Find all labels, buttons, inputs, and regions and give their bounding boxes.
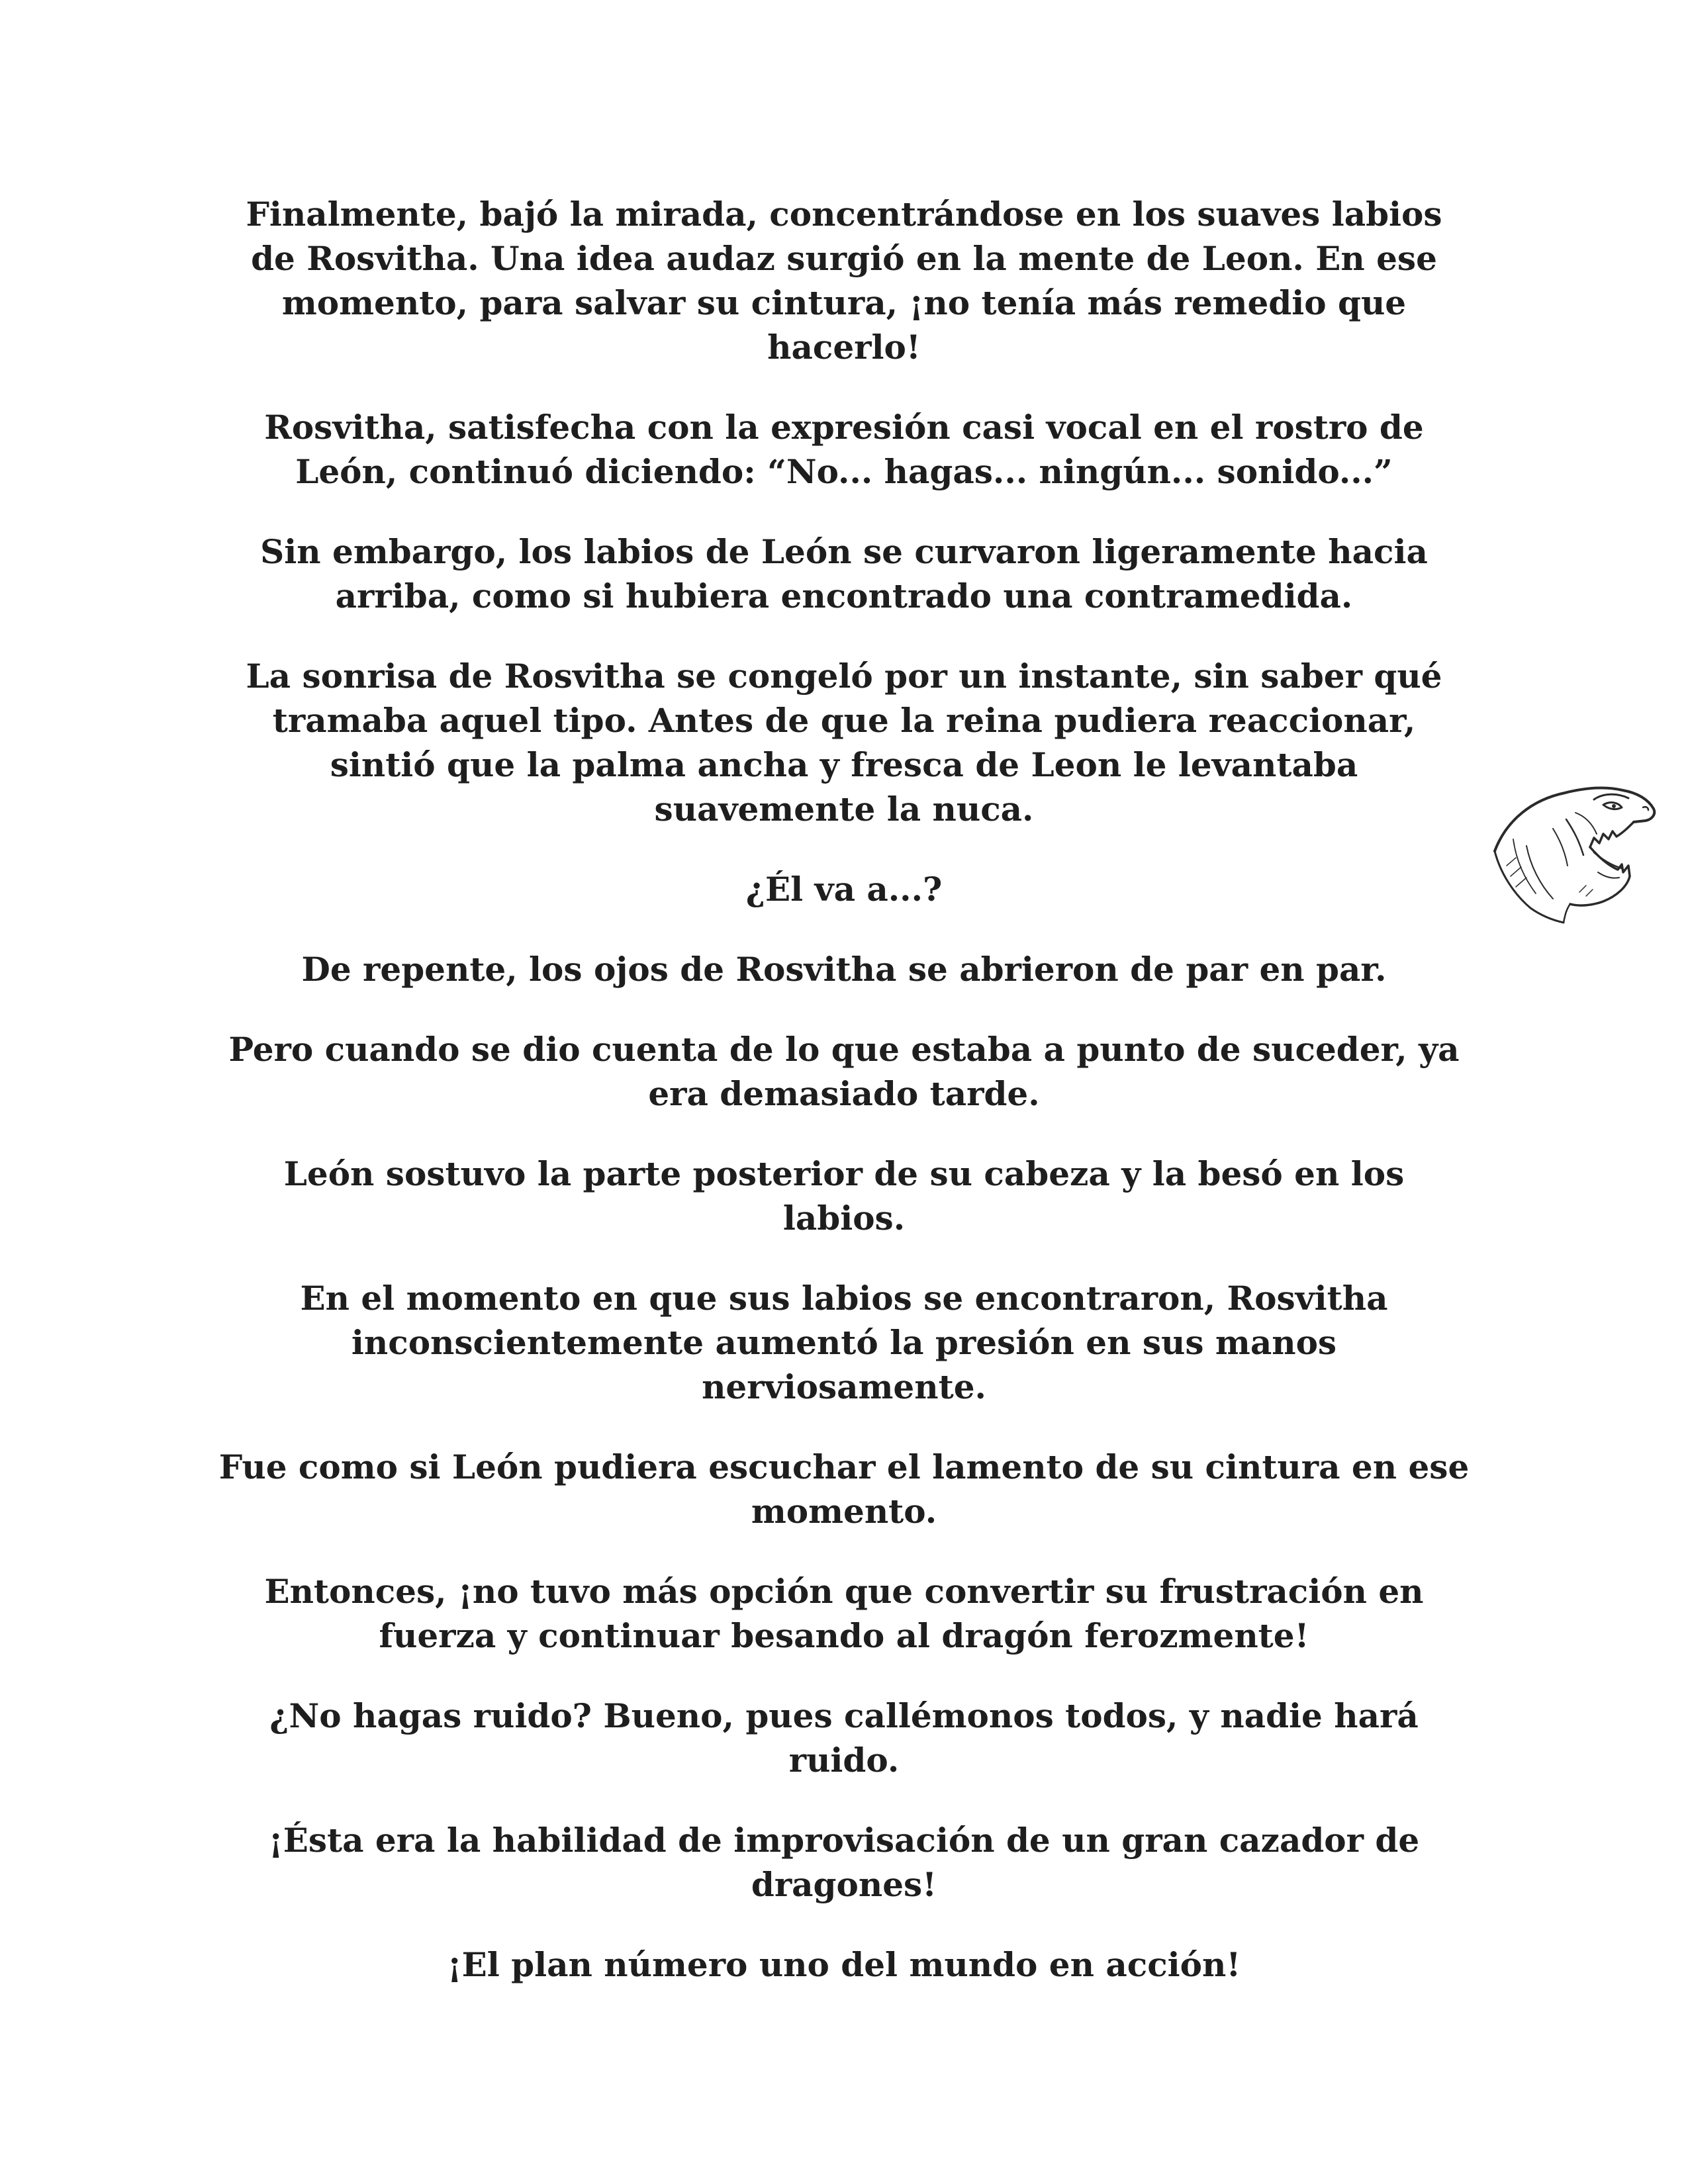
paragraph: León sostuvo la parte posterior de su cabeza y la besó en los labios. bbox=[283, 1154, 1405, 1238]
paragraph: ¡El plan número uno del mundo en acción! bbox=[447, 1945, 1241, 1984]
document-body bbox=[218, 192, 1470, 2023]
paragraph: ¿Él va a...? bbox=[745, 870, 943, 909]
paragraph: Finalmente, bajó la mirada, concentrándose en los suaves labios de Rosvitha. Una idea audaz surgió en la mente de Leon. En ese momento, para salvar su cintura, ¡no tenía más remedio que hacerlo! bbox=[246, 195, 1442, 367]
paragraph: Sin embargo, los labios de León se curvaron ligeramente hacia arriba, como si hubiera encontrado una contramedida. bbox=[260, 532, 1428, 615]
paragraph: ¿No hagas ruido? Bueno, pues callémonos todos, y nadie hará ruido. bbox=[269, 1696, 1419, 1780]
paragraph: De repente, los ojos de Rosvitha se abrieron de par en par. bbox=[301, 950, 1387, 989]
paragraph: Rosvitha, satisfecha con la expresión casi vocal en el rostro de León, continuó diciendo: “No... hagas... ningún... sonido...” bbox=[264, 408, 1424, 491]
paragraph: Entonces, ¡no tuvo más opción que convertir su frustración en fuerza y continuar besando al dragón ferozmente! bbox=[264, 1572, 1424, 1655]
paragraph: En el momento en que sus labios se encontraron, Rosvitha inconscientemente aumentó la presión en sus manos nerviosamente. bbox=[300, 1279, 1388, 1406]
paragraph: La sonrisa de Rosvitha se congeló por un instante, sin saber qué tramaba aquel tipo. Antes de que la reina pudiera reaccionar, sintió que la palma ancha y fresca de Leon le levantaba suavemente la nuca. bbox=[246, 657, 1442, 829]
paragraph: Fue como si León pudiera escuchar el lamento de su cintura en ese momento. bbox=[218, 1447, 1470, 1531]
dragon-head-sketch-icon bbox=[1487, 773, 1662, 927]
paragraph: ¡Ésta era la habilidad de improvisación de un gran cazador de dragones! bbox=[268, 1821, 1420, 1904]
paragraph: Pero cuando se dio cuenta de lo que estaba a punto de suceder, ya era demasiado tarde. bbox=[228, 1030, 1460, 1113]
